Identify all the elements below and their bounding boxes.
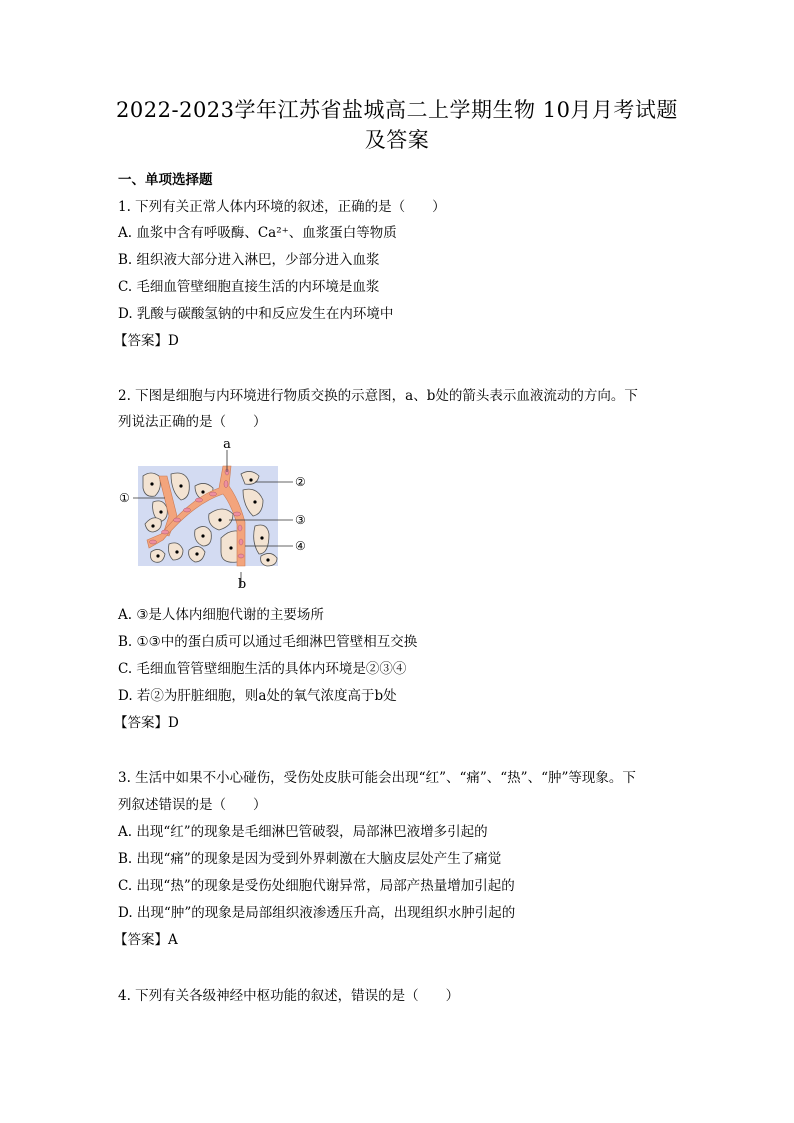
marker-1: ① <box>119 491 130 505</box>
question-2-stem-line-1: 2. 下图是细胞与内环境进行物质交换的示意图，a、b处的箭头表示血液流动的方向。下 <box>118 388 638 404</box>
question-2-option-b: B. ①③中的蛋白质可以通过毛细淋巴管壁相互交换 <box>118 634 418 650</box>
cell-exchange-diagram <box>115 438 315 588</box>
question-1-stem: 1. 下列有关正常人体内环境的叙述，正确的是（ ） <box>118 199 446 215</box>
document-title <box>0 95 794 155</box>
title-line-2: 及答案 <box>364 128 430 152</box>
question-3-option-b: B. 出现“痛”的现象是因为受到外界刺激在大脑皮层处产生了痛觉 <box>118 851 502 867</box>
question-2-stem-line-2: 列说法正确的是（ ） <box>118 414 267 430</box>
flow-label-a: a <box>223 438 231 452</box>
marker-3: ③ <box>295 513 306 527</box>
question-2-option-d: D. 若②为肝脏细胞，则a处的氧气浓度高于b处 <box>118 688 397 704</box>
question-1-option-d: D. 乳酸与碳酸氢钠的中和反应发生在内环境中 <box>118 306 394 322</box>
question-1-option-c: C. 毛细血管壁细胞直接生活的内环境是血浆 <box>118 279 380 295</box>
flow-label-b: b <box>237 577 247 588</box>
question-3-answer: 【答案】A <box>114 932 178 948</box>
question-3-stem-line-2: 列叙述错误的是（ ） <box>118 797 267 813</box>
marker-4: ④ <box>295 539 306 553</box>
question-3-stem-line-1: 3. 生活中如果不小心碰伤，受伤处皮肤可能会出现“红”、“痛”、“热”、“肿”等现象。下 <box>118 770 636 786</box>
marker-2: ② <box>295 475 306 489</box>
question-3-option-d: D. 出现“肿”的现象是局部组织液渗透压升高，出现组织水肿引起的 <box>118 905 516 921</box>
section-heading: 一、单项选择题 <box>118 172 213 188</box>
question-3-option-a: A. 出现“红”的现象是毛细淋巴管破裂，局部淋巴液增多引起的 <box>118 824 488 840</box>
question-2-option-c: C. 毛细血管管壁细胞生活的具体内环境是②③④ <box>118 661 407 677</box>
question-1-option-b: B. 组织液大部分进入淋巴，少部分进入血浆 <box>118 252 380 268</box>
question-2-option-a: A. ③是人体内细胞代谢的主要场所 <box>118 607 324 623</box>
question-1-option-a: A. 血浆中含有呼吸酶、Ca²⁺、血浆蛋白等物质 <box>118 225 397 241</box>
question-2-answer: 【答案】D <box>114 715 179 731</box>
question-3-option-c: C. 出现“热”的现象是受伤处细胞代谢异常，局部产热量增加引起的 <box>118 878 515 894</box>
title-line-1: 2022-2023学年江苏省盐城高二上学期生物 10月月考试题 <box>116 98 678 122</box>
question-1-answer: 【答案】D <box>114 333 179 349</box>
question-4-stem: 4. 下列有关各级神经中枢功能的叙述，错误的是（ ） <box>118 988 460 1004</box>
